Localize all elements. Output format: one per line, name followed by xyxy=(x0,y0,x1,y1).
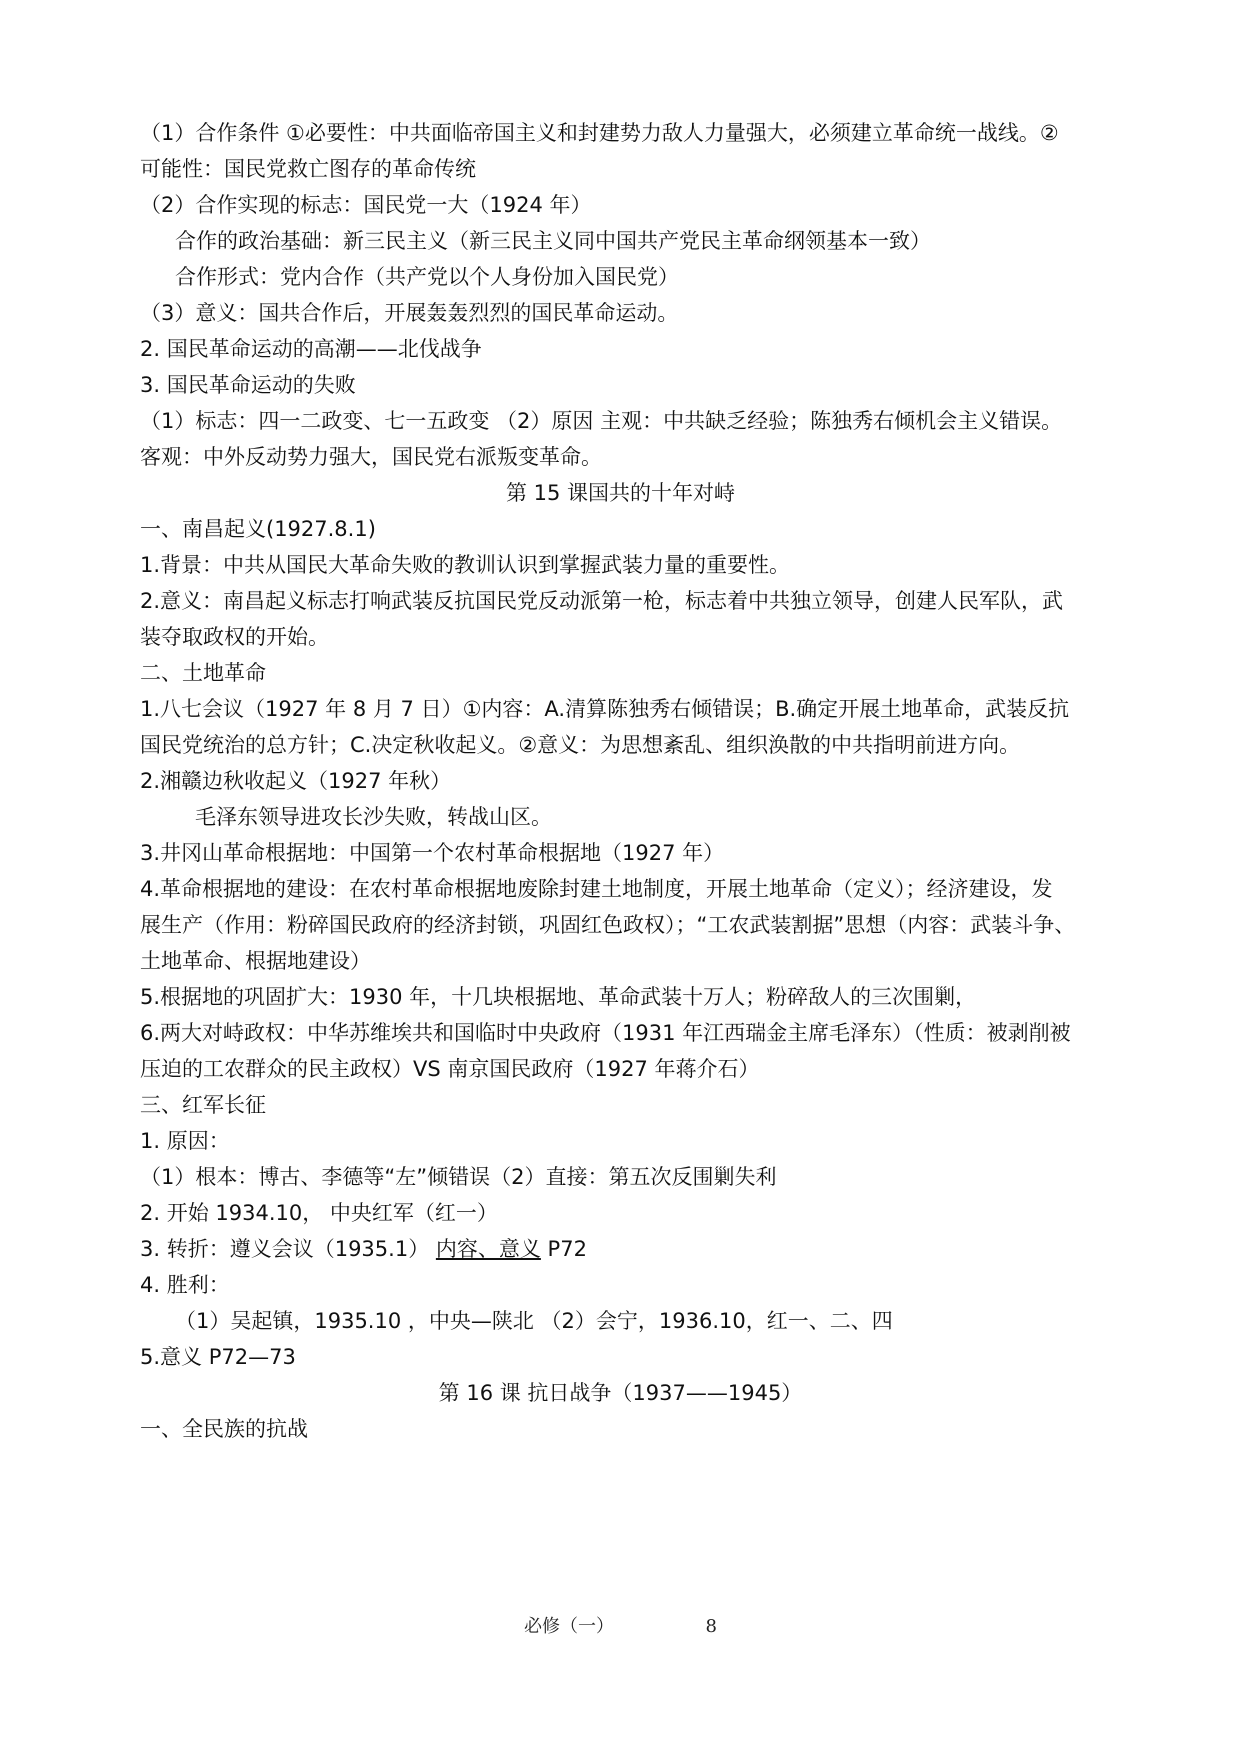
text-line: 土地革命、根据地建设） xyxy=(140,949,371,973)
text-line: 2. 开始 1934.10， 中央红军（红一） xyxy=(140,1201,498,1225)
section-heading: 第 15 课国共的十年对峙 xyxy=(505,481,736,505)
text-line: 5.意义 P72—73 xyxy=(140,1345,296,1369)
page-reference: P72 xyxy=(540,1237,587,1261)
text-line: 装夺取政权的开始。 xyxy=(140,625,329,649)
text-line: 合作形式：党内合作（共产党以个人身份加入国民党） xyxy=(175,265,679,289)
text-line: 4.革命根据地的建设：在农村革命根据地废除封建土地制度，开展土地革命（定义）；经济建设，发 xyxy=(140,877,1053,901)
text-line: 1.背景：中共从国民大革命失败的教训认识到掌握武装力量的重要性。 xyxy=(140,553,791,577)
text-line: 2.意义：南昌起义标志打响武装反抗国民党反动派第一枪，标志着中共独立领导，创建人民军队，武 xyxy=(140,589,1064,613)
text-line: 3. 国民革命运动的失败 xyxy=(140,373,356,397)
text-line: 客观：中外反动势力强大，国民党右派叛变革命。 xyxy=(140,445,602,469)
text-line: （1）标志：四一二政变、七一五政变 （2）原因 主观：中共缺乏经验；陈独秀右倾机会主义错误。 xyxy=(140,409,1063,433)
text-line: 展生产（作用：粉碎国民政府的经济封锁，巩固红色政权）；“工农武装割据”思想（内容：武装斗争、 xyxy=(140,913,1076,937)
text-line: 1. 原因： xyxy=(140,1129,230,1153)
text-line: 2. 国民革命运动的高潮——北伐战争 xyxy=(140,337,482,361)
text-line: 三、红军长征 xyxy=(140,1093,266,1117)
page-number: 8 xyxy=(705,1616,717,1637)
page-footer xyxy=(0,1612,1241,1638)
text-line xyxy=(140,1234,1100,1264)
text-segment: 3. 转折：遵义会议（1935.1） xyxy=(140,1237,436,1261)
text-line: 可能性：国民党救亡图存的革命传统 xyxy=(140,157,476,181)
text-line: （3）意义：国共合作后，开展轰轰烈烈的国民革命运动。 xyxy=(140,301,679,325)
text-line: 4. 胜利： xyxy=(140,1273,230,1297)
text-line: 3.井冈山革命根据地：中国第一个农村革命根据地（1927 年） xyxy=(140,841,725,865)
text-line: 5.根据地的巩固扩大：1930 年，十几块根据地、革命武装十万人；粉碎敌人的三次围剿， xyxy=(140,985,977,1009)
text-line: 2.湘赣边秋收起义（1927 年秋） xyxy=(140,769,452,793)
text-line: （1）吴起镇，1935.10 ，中央—陕北 （2）会宁，1936.10，红一、二、四 xyxy=(175,1309,893,1333)
section-heading: 第 16 课 抗日战争（1937——1945） xyxy=(438,1381,803,1405)
text-line: 二、土地革命 xyxy=(140,661,266,685)
text-line: （2）合作实现的标志：国民党一大（1924 年） xyxy=(140,193,592,217)
text-line: 一、南昌起义(1927.8.1) xyxy=(140,517,376,541)
text-line: 毛泽东领导进攻长沙失败，转战山区。 xyxy=(195,805,552,829)
text-line: 合作的政治基础：新三民主义（新三民主义同中国共产党民主革命纲领基本一致） xyxy=(175,229,931,253)
text-line: 一、全民族的抗战 xyxy=(140,1417,308,1441)
footer-title: 必修（一） xyxy=(524,1616,615,1637)
text-line: （1）合作条件 ①必要性：中共面临帝国主义和封建势力敌人力量强大，必须建立革命统一战线。② xyxy=(140,121,1059,145)
text-line: （1）根本：博古、李德等“左”倾错误（2）直接：第五次反围剿失利 xyxy=(140,1165,777,1189)
underlined-text: 内容、意义 xyxy=(435,1237,541,1261)
text-line: 压迫的工农群众的民主政权）VS 南京国民政府（1927 年蒋介石） xyxy=(140,1057,760,1081)
text-line: 1.八七会议（1927 年 8 月 7 日）①内容：A.清算陈独秀右倾错误；B.确定开展土地革命，武装反抗 xyxy=(140,697,1070,721)
text-line: 6.两大对峙政权：中华苏维埃共和国临时中央政府（1931 年江西瑞金主席毛泽东）（性质：被剥削被 xyxy=(140,1021,1071,1045)
text-line: 国民党统治的总方针；C.决定秋收起义。②意义：为思想紊乱、组织涣散的中共指明前进方向。 xyxy=(140,733,1021,757)
